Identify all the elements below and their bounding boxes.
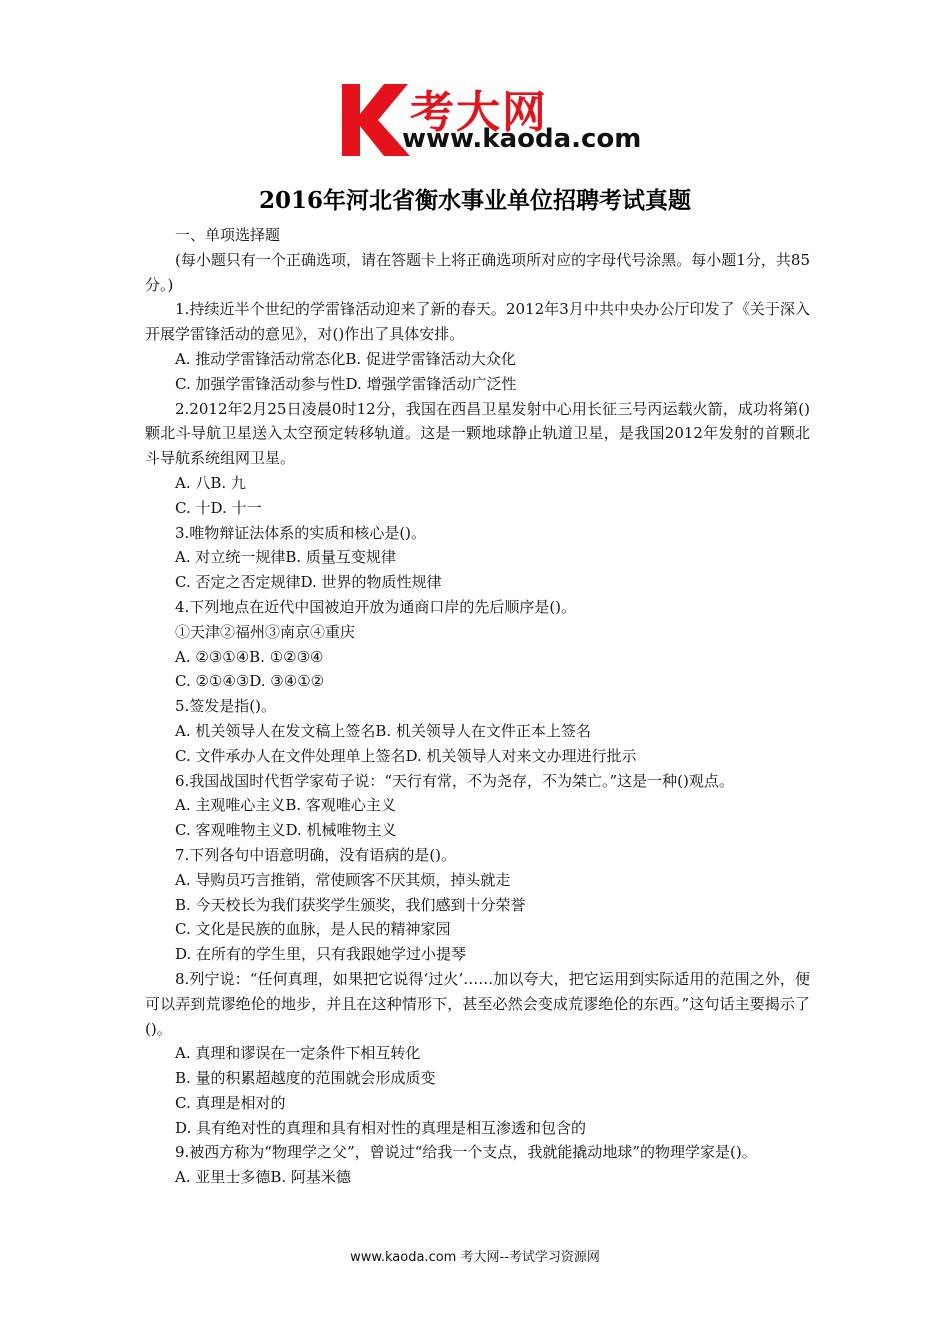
question-6-options-cd: C. 客观唯物主义D. 机械唯物主义	[175, 821, 397, 840]
question-8: 8.列宁说：“任何真理，如果把它说得‘过火’……加以夸大，把它运用到实际适用的范围之外，便可以弄到荒谬绝伦的地步，并且在这种情形下，甚至必然会变成荒谬绝伦的东西。”这句话主要揭示了()。	[145, 969, 810, 1038]
question-6-options-ab: A. 主观唯心主义B. 客观唯心主义	[175, 796, 396, 815]
question-5-options-ab: A. 机关领导人在发文稿上签名B. 机关领导人在文件正本上签名	[175, 721, 591, 740]
question-3: 3.唯物辩证法体系的实质和核心是()。	[175, 523, 427, 542]
question-8-option-b: B. 量的积累超越度的范围就会形成质变	[175, 1069, 436, 1088]
question-1-options-cd: C. 加强学雷锋活动参与性D. 增强学雷锋活动广泛性	[175, 374, 517, 393]
question-8-option-a: A. 真理和谬误在一定条件下相互转化	[175, 1044, 421, 1063]
k-logo-icon	[338, 80, 412, 158]
question-2-options-cd: C. 十D. 十一	[175, 498, 262, 517]
question-3-options-cd: C. 否定之否定规律D. 世界的物质性规律	[175, 573, 442, 592]
question-4: 4.下列地点在近代中国被迫开放为通商口岸的先后顺序是()。	[175, 597, 577, 616]
question-2-options-ab: A. 八B. 九	[175, 473, 246, 492]
question-4-options-cd: C. ②①④③D. ③④①②	[175, 672, 325, 691]
question-9-options-ab: A. 亚里士多德B. 阿基米德	[175, 1168, 351, 1187]
question-7-option-a: A. 导购员巧言推销，常使顾客不厌其烦，掉头就走	[175, 870, 511, 889]
question-4-options-ab: A. ②③①④B. ①②③④	[175, 647, 324, 666]
question-8-option-d: D. 具有绝对性的真理和具有相对性的真理是相互渗透和包含的	[175, 1118, 587, 1137]
question-9: 9.被西方称为“物理学之父”，曾说过“给我一个支点，我就能撬动地球”的物理学家是()。	[175, 1143, 757, 1162]
question-7-option-c: C. 文化是民族的血脉，是人民的精神家园	[175, 920, 451, 939]
page-title: 2016年河北省衡水事业单位招聘考试真题	[258, 187, 691, 214]
question-7-option-b: B. 今天校长为我们获奖学生颁奖，我们感到十分荣誉	[175, 895, 526, 914]
question-2: 2.2012年2月25日凌晨0时12分，我国在西昌卫星发射中心用长征三号丙运载火箭，成功将第()颗北斗导航卫星送入太空预定转移轨道。这是一颗地球静止轨道卫星，是我国2012年发射的首颗北斗导航系统组网卫星。	[145, 399, 810, 468]
question-7-option-d: D. 在所有的学生里，只有我跟她学过小提琴	[175, 945, 467, 964]
question-1-options-ab: A. 推动学雷锋活动常态化B. 促进学雷锋活动大众化	[175, 349, 516, 368]
question-6: 6.我国战国时代哲学家荀子说：“天行有常，不为尧存，不为桀亡。”这是一种()观点。	[175, 771, 734, 790]
logo-url: www.kaoda.com	[402, 124, 642, 154]
logo-site-name: 考大网	[410, 87, 548, 138]
kaoda-logo	[338, 80, 658, 160]
question-5-options-cd: C. 文件承办人在文件处理单上签名D. 机关领导人对来文办理进行批示	[175, 746, 637, 765]
question-5: 5.签发是指()。	[175, 697, 277, 716]
document-body	[145, 223, 810, 1190]
question-3-options-ab: A. 对立统一规律B. 质量互变规律	[175, 548, 396, 567]
question-7: 7.下列各句中语意明确，没有语病的是()。	[175, 845, 457, 864]
page-footer: www.kaoda.com 考大网--考试学习资源网	[350, 1250, 600, 1265]
question-1: 1.持续近半个世纪的学雷锋活动迎来了新的春天。2012年3月中共中央办公厅印发了《关于深入开展学雷锋活动的意见》，对()作出了具体安排。	[145, 300, 810, 344]
instructions: (每小题只有一个正确选项，请在答题卡上将正确选项所对应的字母代号涂黑。每小题1分，共85分。)	[145, 250, 810, 294]
question-4-items: ①天津②福州③南京④重庆	[175, 622, 356, 641]
section-heading: 一、单项选择题	[175, 226, 281, 244]
question-8-option-c: C. 真理是相对的	[175, 1093, 286, 1112]
